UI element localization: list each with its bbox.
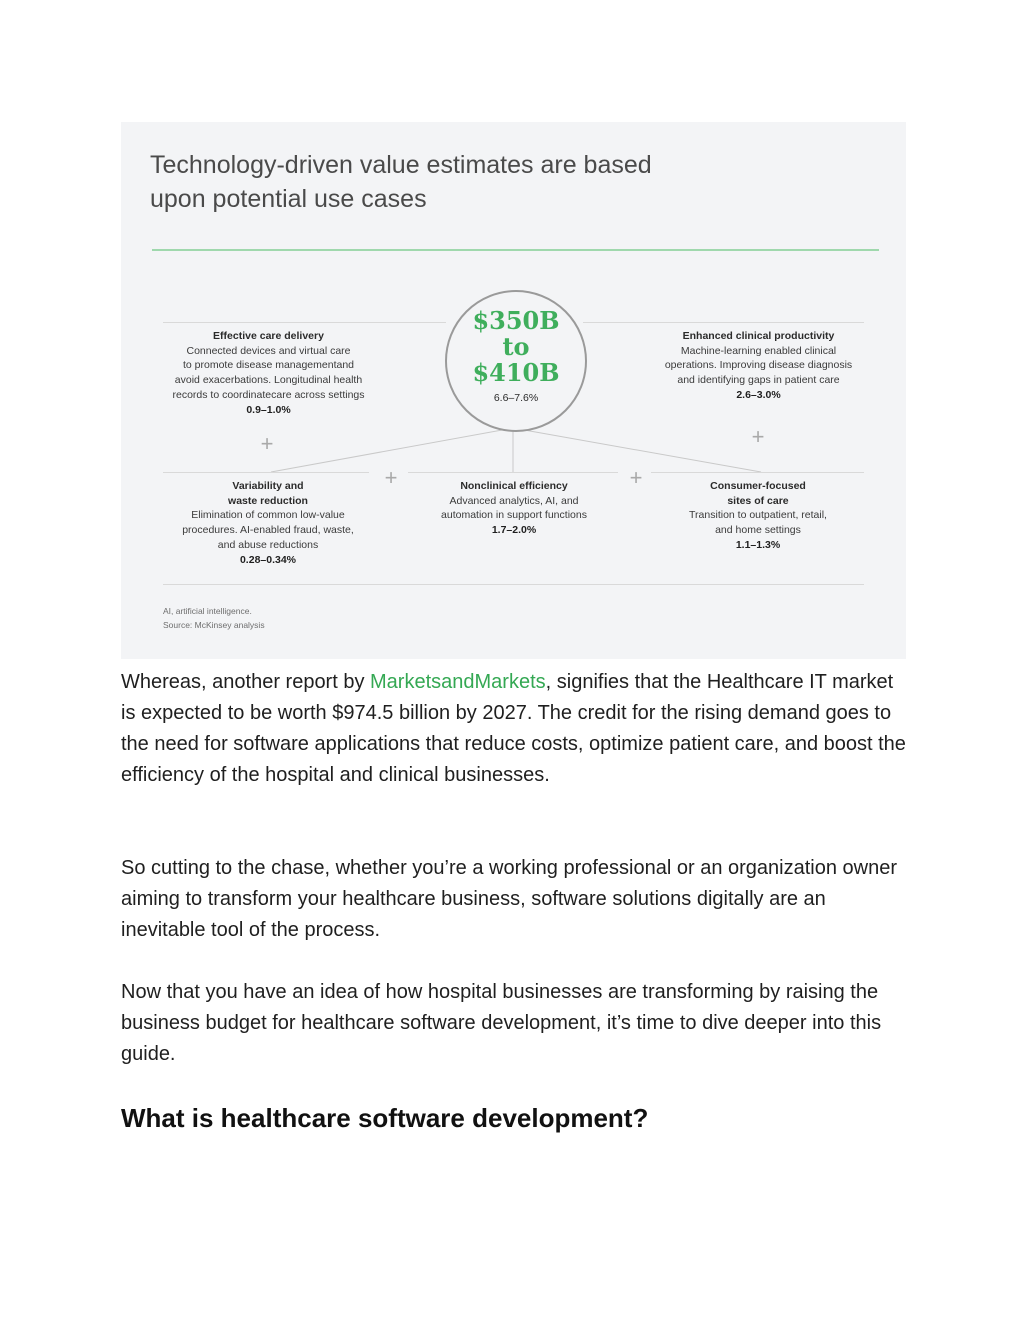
block-line: to promote disease managementand bbox=[182, 359, 355, 372]
value-high: $410B bbox=[472, 358, 560, 387]
paragraph-cutting-to-chase: So cutting to the chase, whether you’re a working professional or an organization owner aiming to transform your healthcare business, software solutions digitally are an inevitable tool of the process. bbox=[121, 857, 898, 941]
value-low: $350B bbox=[472, 306, 560, 335]
block-value: 1.7–2.0% bbox=[491, 524, 537, 537]
block-value: 0.28–0.34% bbox=[239, 553, 297, 566]
block-line: Machine-learning enabled clinical bbox=[680, 344, 837, 357]
nonclinical-efficiency-block bbox=[404, 479, 624, 538]
plus-icon: + bbox=[751, 424, 765, 449]
section-heading: What is healthcare software development? bbox=[121, 1103, 649, 1133]
divider-bottom-1 bbox=[163, 472, 369, 473]
block-title: waste reduction bbox=[228, 494, 308, 507]
plus-icon: + bbox=[260, 431, 274, 456]
figure-title-line-1: Technology-driven value estimates are based bbox=[150, 151, 652, 179]
marketsandmarkets-link[interactable]: MarketsandMarkets bbox=[370, 671, 546, 693]
block-value: 2.6–3.0% bbox=[736, 388, 781, 401]
footnote-source: Source: McKinsey analysis bbox=[163, 620, 265, 630]
figure-title-line-2: upon potential use cases bbox=[150, 185, 427, 213]
plus-icon: + bbox=[384, 465, 398, 490]
block-title: Nonclinical efficiency bbox=[460, 480, 568, 492]
block-title: sites of care bbox=[727, 494, 789, 507]
block-title: Consumer-focused bbox=[710, 480, 806, 492]
divider-top-right bbox=[583, 322, 864, 323]
figure-footnote bbox=[163, 604, 265, 632]
block-line: Connected devices and virtual care bbox=[186, 344, 351, 357]
block-line: Elimination of common low-value bbox=[191, 509, 345, 522]
effective-care-delivery-block bbox=[151, 329, 386, 417]
block-line: and home settings bbox=[715, 524, 801, 537]
block-line: avoid exacerbations. Longitudinal health bbox=[174, 374, 363, 387]
block-line: records to coordinatecare across settings bbox=[172, 388, 365, 401]
paragraph-text: Whereas, another report by bbox=[121, 671, 371, 693]
enhanced-clinical-productivity-block bbox=[641, 329, 876, 403]
divider-footer bbox=[163, 584, 864, 585]
block-line: and identifying gaps in patient care bbox=[677, 374, 840, 387]
block-title: Enhanced clinical productivity bbox=[682, 330, 835, 342]
block-title: Effective care delivery bbox=[213, 330, 324, 342]
block-line: Transition to outpatient, retail, bbox=[689, 509, 827, 522]
block-line: and abuse reductions bbox=[217, 538, 319, 551]
paragraph-market-report bbox=[121, 667, 911, 791]
paragraph-text: , signifies that the Healthcare IT market is expected to be worth $974.5 billion by 2027. The credit for the rising demand goes to the need for software applications that reduce costs, optimize patient care, and boost the efficiency of the hospital and clinical businesses. bbox=[121, 671, 906, 786]
block-value: 0.9–1.0% bbox=[246, 403, 291, 416]
value-to: to bbox=[502, 332, 530, 361]
divider-top-left bbox=[163, 322, 446, 323]
variability-waste-reduction-block bbox=[153, 479, 383, 567]
total-value-circle bbox=[445, 290, 587, 432]
value-estimates-figure bbox=[121, 122, 906, 659]
block-line: procedures. AI-enabled fraud, waste, bbox=[182, 524, 354, 537]
consumer-focused-sites-block bbox=[648, 479, 868, 553]
block-line: automation in support functions bbox=[441, 509, 587, 522]
divider-bottom-2 bbox=[408, 472, 618, 473]
block-line: Advanced analytics, AI, and bbox=[449, 494, 579, 507]
block-line: operations. Improving disease diagnosis bbox=[664, 359, 853, 372]
paragraph-dive-deeper: Now that you have an idea of how hospital businesses are transforming by raising the business budget for healthcare software development, it’s time to dive deeper into this guide. bbox=[121, 981, 882, 1065]
block-value: 1.1–1.3% bbox=[735, 538, 781, 551]
footnote-abbreviation: AI, artificial intelligence. bbox=[163, 606, 252, 616]
divider-bottom-3 bbox=[651, 472, 864, 473]
value-percent: 6.6–7.6% bbox=[493, 392, 539, 404]
plus-icon: + bbox=[629, 465, 643, 490]
block-title: Variability and bbox=[232, 480, 304, 492]
